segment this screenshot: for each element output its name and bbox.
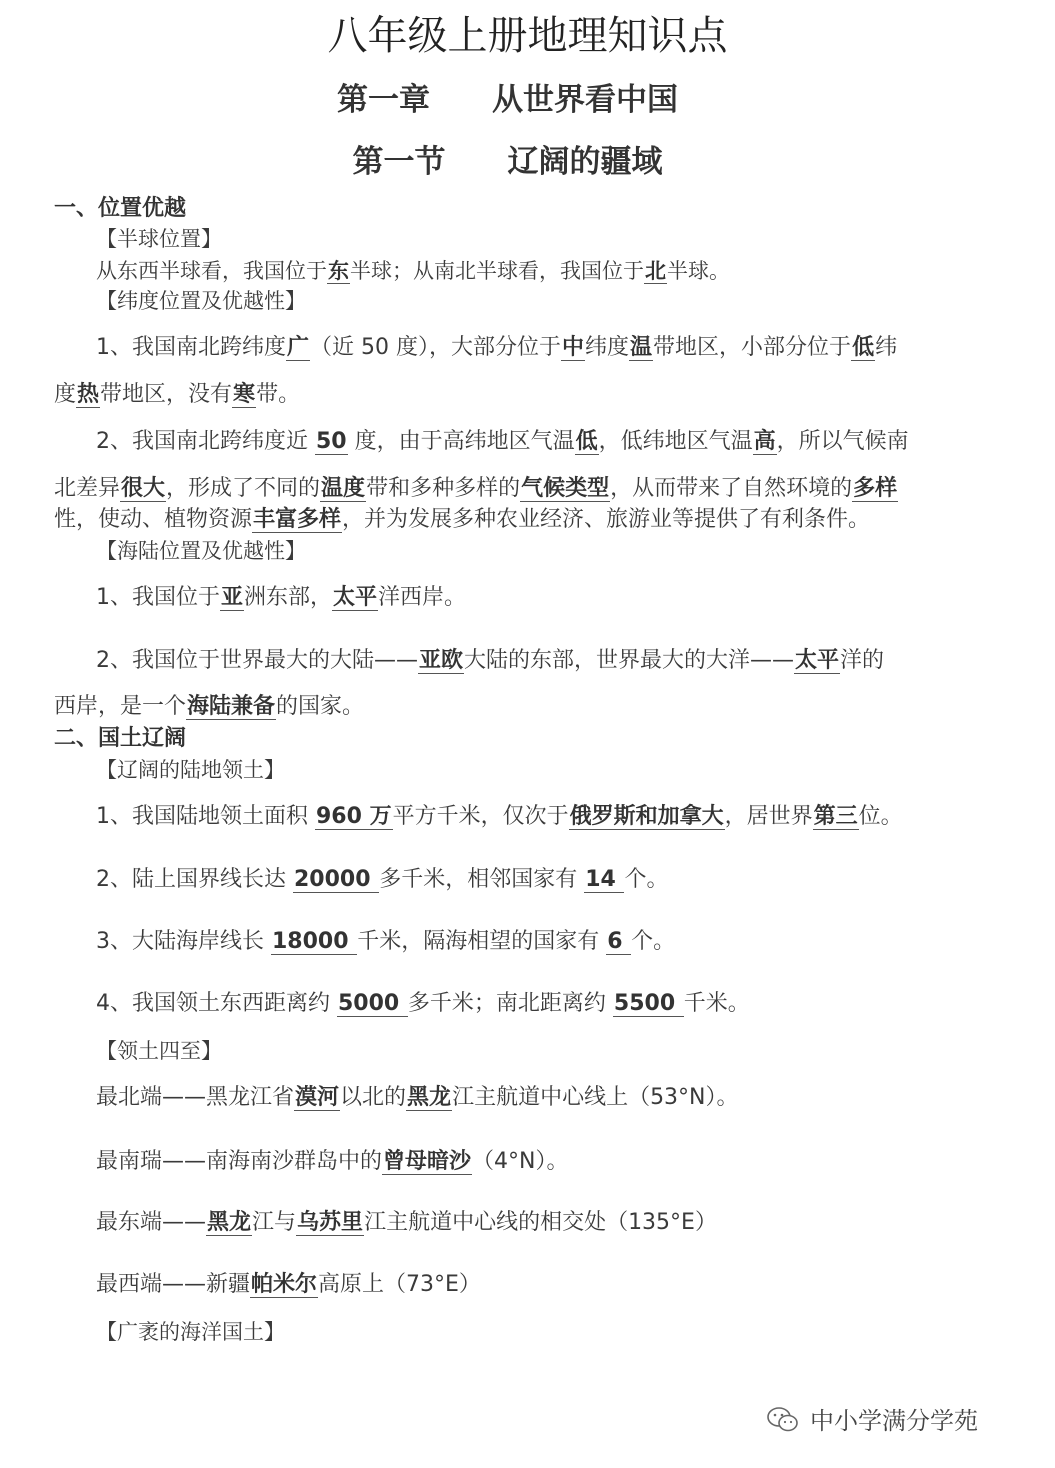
- text-segment: 1、我国位于: [96, 585, 220, 610]
- text-segment: 洲东部，: [244, 585, 333, 610]
- text-segment: 半球；从南北半球看，我国位于: [350, 259, 644, 283]
- extreme-north: [96, 1083, 739, 1113]
- land-line-4: [96, 989, 750, 1019]
- text-segment: 西岸，是一个: [54, 694, 187, 719]
- answer-fill: 丰富多样: [253, 507, 342, 532]
- answer-fill: 温: [630, 335, 653, 360]
- text-segment: 大陆的东部，世界最大的大洋——: [464, 648, 795, 673]
- sea-bracket: 【海陆位置及优越性】: [96, 539, 306, 563]
- answer-fill: 低: [575, 429, 598, 454]
- answer-fill: 5500: [613, 991, 683, 1016]
- text-segment: 最西端——新疆: [96, 1272, 251, 1297]
- answer-fill: 中: [562, 335, 585, 360]
- answer-fill: 温度: [321, 476, 366, 501]
- text-segment: 千米，隔海相望的国家有: [357, 929, 607, 954]
- answer-fill: 960 万: [316, 804, 392, 829]
- text-segment: 江主航道中心线上（53°N）。: [452, 1085, 739, 1110]
- sea1-line: [96, 583, 466, 613]
- answer-fill: 热: [77, 382, 100, 407]
- extreme-west: [96, 1270, 481, 1300]
- text-segment: ，居世界: [724, 804, 813, 829]
- lat2-line-a: [96, 427, 909, 457]
- text-segment: 千米。: [683, 991, 750, 1016]
- text-segment: 带地区，没有: [100, 382, 233, 407]
- doc-title: 八年级上册地理知识点: [327, 13, 728, 59]
- answer-fill: 东: [328, 259, 349, 283]
- answer-fill: 多样: [853, 476, 898, 501]
- text-segment: 带和多种多样的: [366, 476, 521, 501]
- text-segment: 性，使动、植物资源: [54, 507, 253, 532]
- text-segment: 江与: [252, 1210, 297, 1235]
- answer-fill: 黑龙: [207, 1210, 252, 1235]
- answer-fill: 气候类型: [521, 476, 610, 501]
- lat1-line-a: [96, 333, 897, 363]
- text-segment: ，低纬地区气温: [598, 429, 753, 454]
- sea2-line-a: [96, 646, 884, 676]
- answer-fill: 亚欧: [419, 648, 464, 673]
- answer-fill: 漠河: [295, 1085, 340, 1110]
- sea2-line-b: [54, 692, 364, 722]
- extreme-south: [96, 1147, 569, 1177]
- text-segment: 高原上（73°E）: [318, 1272, 481, 1297]
- answer-fill: 帕米尔: [251, 1272, 318, 1297]
- text-segment: 纬度: [585, 335, 630, 360]
- land-bracket: 【辽阔的陆地领土】: [96, 758, 285, 782]
- land-line-2: [96, 865, 669, 895]
- answer-fill: 太平: [795, 648, 840, 673]
- extreme-bracket: 【领土四至】: [96, 1039, 222, 1063]
- text-segment: 多千米，相邻国家有: [379, 867, 585, 892]
- text-segment: 度，由于高纬地区气温: [347, 429, 575, 454]
- text-segment: 多千米；南北距离约: [407, 991, 613, 1016]
- answer-fill: 黑龙: [407, 1085, 452, 1110]
- answer-fill: 乌苏里: [297, 1210, 364, 1235]
- text-segment: ，所以气候南: [776, 429, 909, 454]
- answer-fill: 6: [607, 929, 631, 954]
- text-segment: 带。: [256, 382, 301, 407]
- text-segment: 半球。: [667, 259, 730, 283]
- text-segment: 最北端——黑龙江省: [96, 1085, 295, 1110]
- answer-fill: 50: [316, 429, 347, 454]
- answer-fill: 海陆兼备: [187, 694, 276, 719]
- text-segment: 个。: [631, 929, 676, 954]
- text-segment: 从东西半球看，我国位于: [96, 259, 327, 283]
- text-segment: 2、陆上国界线长达: [96, 867, 293, 892]
- text-segment: ，形成了不同的: [166, 476, 321, 501]
- answer-fill: 曾母暗沙: [383, 1149, 472, 1174]
- chapter-title: 第一章 从世界看中国: [337, 82, 678, 118]
- text-segment: 洋的: [840, 648, 885, 673]
- answer-fill: 寒: [233, 382, 256, 407]
- answer-fill: 广: [287, 335, 310, 360]
- wechat-icon: [766, 1405, 800, 1435]
- extreme-east: [96, 1208, 717, 1238]
- text-segment: 4、我国领土东西距离约: [96, 991, 337, 1016]
- land-line-1: [96, 802, 903, 832]
- hemi-bracket: 【半球位置】: [96, 227, 222, 251]
- lat2-line-c: [54, 505, 870, 535]
- text-segment: 的国家。: [276, 694, 365, 719]
- text-segment: 平方千米，仅次于: [392, 804, 569, 829]
- answer-fill: 俄罗斯和加拿大: [569, 804, 724, 829]
- text-segment: 度: [54, 382, 77, 407]
- answer-fill: 低: [852, 335, 875, 360]
- lat2-line-b: [54, 474, 898, 504]
- text-segment: 位。: [858, 804, 903, 829]
- land-line-3: [96, 927, 675, 957]
- text-segment: 最南瑞——南海南沙群岛中的: [96, 1149, 383, 1174]
- answer-fill: 太平: [333, 585, 378, 610]
- text-segment: 1、我国南北跨纬度: [96, 335, 286, 360]
- text-segment: ，并为发展多种农业经济、旅游业等提供了有利条件。: [342, 507, 871, 532]
- text-segment: 北差异: [54, 476, 121, 501]
- text-segment: ，从而带来了自然环境的: [610, 476, 853, 501]
- text-segment: 江主航道中心线的相交处（135°E）: [364, 1210, 717, 1235]
- text-segment: 以北的: [340, 1085, 407, 1110]
- watermark-text: 中小学满分学苑: [810, 1407, 978, 1435]
- text-segment: （近 50 度），大部分位于: [310, 335, 561, 360]
- watermark: [810, 1404, 978, 1438]
- lat-bracket: 【纬度位置及优越性】: [96, 289, 306, 313]
- answer-fill: 北: [645, 259, 666, 283]
- answer-fill: 20000: [294, 867, 379, 892]
- text-segment: 3、大陆海岸线长: [96, 929, 271, 954]
- part1-heading: 一、位置优越: [54, 196, 187, 221]
- text-segment: 2、我国位于世界最大的大陆——: [96, 648, 418, 673]
- answer-fill: 亚: [221, 585, 244, 610]
- text-segment: （4°N）。: [472, 1149, 569, 1174]
- ocean-bracket: 【广袤的海洋国土】: [96, 1320, 285, 1344]
- text-segment: 1、我国陆地领土面积: [96, 804, 315, 829]
- hemi-line: [96, 256, 730, 286]
- text-segment: 2、我国南北跨纬度近: [96, 429, 315, 454]
- answer-fill: 第三: [813, 804, 858, 829]
- text-segment: 带地区，小部分位于: [653, 335, 852, 360]
- answer-fill: 18000: [272, 929, 357, 954]
- text-segment: 个。: [624, 867, 669, 892]
- text-segment: 纬: [875, 335, 898, 360]
- section-title: 第一节 辽阔的疆域: [352, 144, 663, 180]
- text-segment: 最东端——: [96, 1210, 207, 1235]
- part2-heading: 二、国土辽阔: [54, 726, 187, 751]
- answer-fill: 14: [585, 867, 624, 892]
- answer-fill: 高: [753, 429, 776, 454]
- lat1-line-b: [54, 380, 300, 410]
- text-segment: 洋西岸。: [378, 585, 467, 610]
- answer-fill: 5000: [338, 991, 407, 1016]
- answer-fill: 很大: [121, 476, 166, 501]
